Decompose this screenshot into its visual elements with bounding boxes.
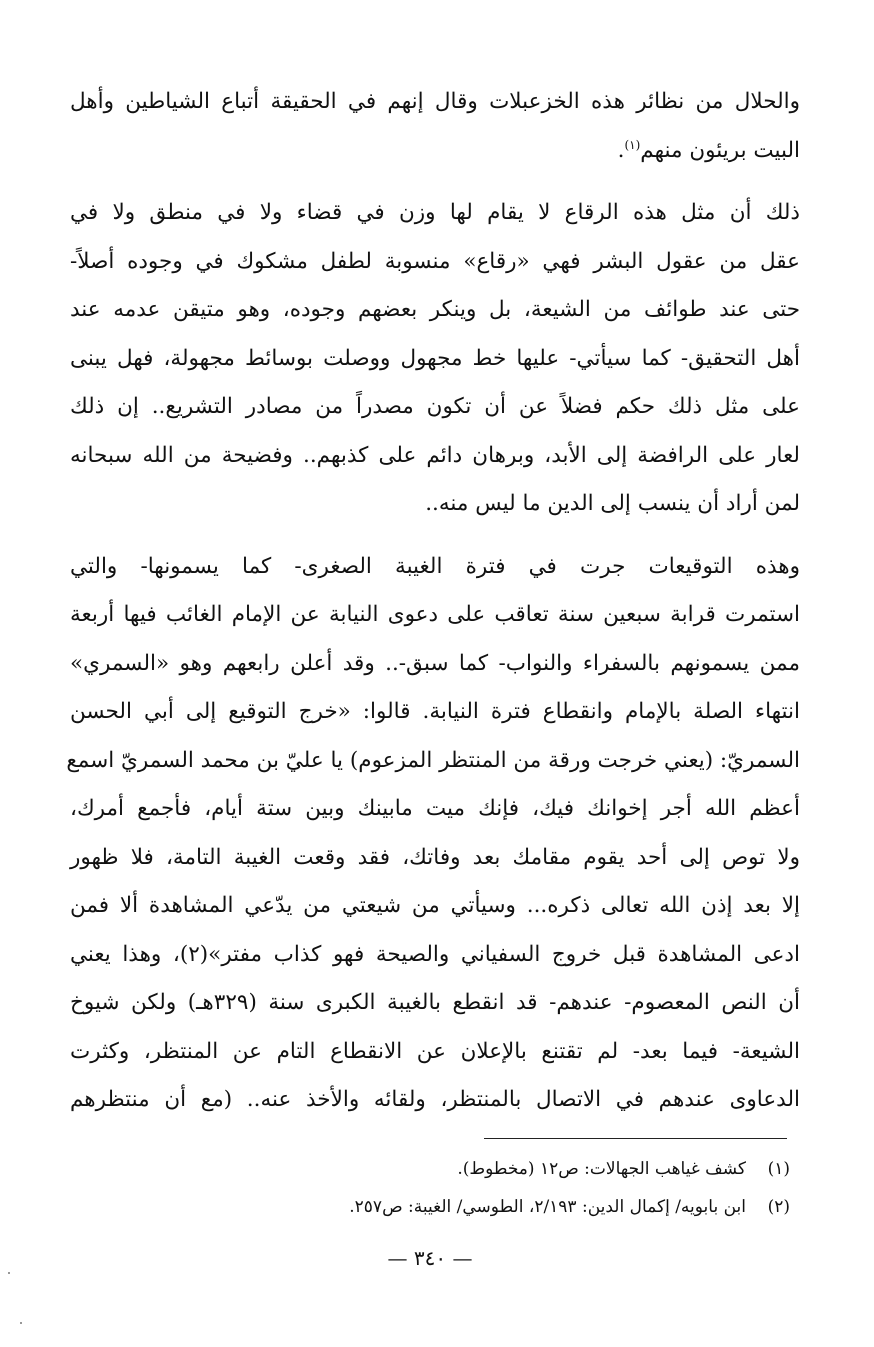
sentence-end: .: [617, 137, 625, 163]
text-line: لمن أراد أن ينسب إلى الدين ما ليس منه..: [425, 491, 800, 516]
text-line: أن النص المعصوم- عندهم- قد انقطع بالغيبة الكبرى سنة (٣٢٩هـ) ولكن شيوخ: [70, 990, 801, 1015]
text-line: ولا توص إلى أحد يقوم مقامك بعد وفاتك، فقد وقعت الغيبة التامة، فلا ظهور: [70, 844, 800, 870]
text-line: إلا بعد إذن الله تعالى ذكره... وسيأتي من شيعتي من يدّعي المشاهدة ألا فمن: [70, 893, 800, 918]
paragraph-gap: [70, 175, 800, 189]
text-line: [70, 127, 800, 176]
text-line: عقل من عقول البشر فهي «رقاع» منسوبة لطفل مشكوك في وجوده أصلاً-: [70, 248, 800, 274]
text-line: استمرت قرابة سبعين سنة تعاقب على دعوى النيابة عن الإمام الغائب فيها أربعة: [70, 602, 800, 627]
text-line: أهل التحقيق- كما سيأتي- عليها خط مجهول ووصلت بوسائط مجهولة، فهل يبنى: [70, 345, 800, 371]
paragraph-2: [70, 189, 800, 529]
text-line: الشيعة- فيما بعد- لم تقتنع بالإعلان عن الانقطاع التام عن المنتظر، وكثرت: [70, 1038, 800, 1064]
footnote-ref-1: (١): [624, 137, 641, 152]
footnote-number: (٢): [767, 1197, 790, 1217]
footnote-text: كشف غياهب الجهالات: ص١٢ (مخطوط).: [457, 1159, 746, 1179]
text-line: وهذه التوقيعات جرت في فترة الغيبة الصغرى- كما يسمونها- والتي: [70, 553, 800, 579]
main-text: [66, 78, 801, 1125]
text-line: ممن يسمونهم بالسفراء والنواب- كما سبق-.. وقد أعلن رابعهم وهو «السمري»: [70, 650, 800, 676]
text-line-content: البيت بريئون منهم: [640, 137, 800, 163]
footnote-text: ابن بابويه/ إكمال الدين: ٢/١٩٣، الطوسي/ الغيبة: ص٢٥٧.: [349, 1197, 746, 1217]
scan-speck: [8, 1272, 10, 1274]
page-number: — ٣٤٠ —: [387, 1246, 473, 1270]
paragraph-1: [70, 78, 800, 175]
text-line: ذلك أن مثل هذه الرقاع لا يقام لها وزن في قضاء ولا في منطق ولا في: [70, 200, 800, 225]
text-line: لعار على الرافضة إلى الأبد، وبرهان دائم على كذبهم.. وفضيحة من الله سبحانه: [70, 442, 800, 468]
text-line: أعظم الله أجر إخوانك فيك، فإنك ميت مابينك وبين ستة أيام، فأجمع أمرك،: [70, 796, 800, 821]
footnote-2: [120, 1188, 790, 1226]
text-line: ادعى المشاهدة قبل خروج السفياني والصيحة فهو كذاب مفتر»(٢)، وهذا يعني: [70, 941, 800, 967]
footnote-separator: [484, 1138, 787, 1139]
text-line: الدعاوى عندهم في الاتصال بالمنتظر، ولقائه والأخذ عنه.. (مع أن منتظرهم: [70, 1087, 800, 1112]
paragraph-gap: [70, 529, 800, 543]
text-line: السمريّ: (يعني خرجت ورقة من المنتظر المزعوم) يا عليّ بن محمد السمريّ اسمع: [66, 747, 800, 773]
text-line: والحلال من نظائر هذه الخزعبلات وقال إنهم في الحقيقة أتباع الشياطين وأهل: [70, 89, 800, 114]
footnote-1: [120, 1150, 790, 1188]
text-line: حتى عند طوائف من الشيعة، بل وينكر بعضهم وجوده، وهو متيقن عدمه عند: [70, 297, 800, 322]
footnote-number: (١): [767, 1159, 790, 1179]
text-line: انتهاء الصلة بالإمام وانقطاع فترة النيابة. قالوا: «خرج التوقيع إلى أبي الحسن: [70, 699, 800, 724]
text-line: على مثل ذلك حكم فضلاً عن أن تكون مصدراً من مصادر التشريع.. إن ذلك: [70, 394, 800, 419]
footnotes: [120, 1150, 790, 1226]
scan-speck: [20, 1322, 22, 1324]
paragraph-3: [66, 543, 801, 1125]
